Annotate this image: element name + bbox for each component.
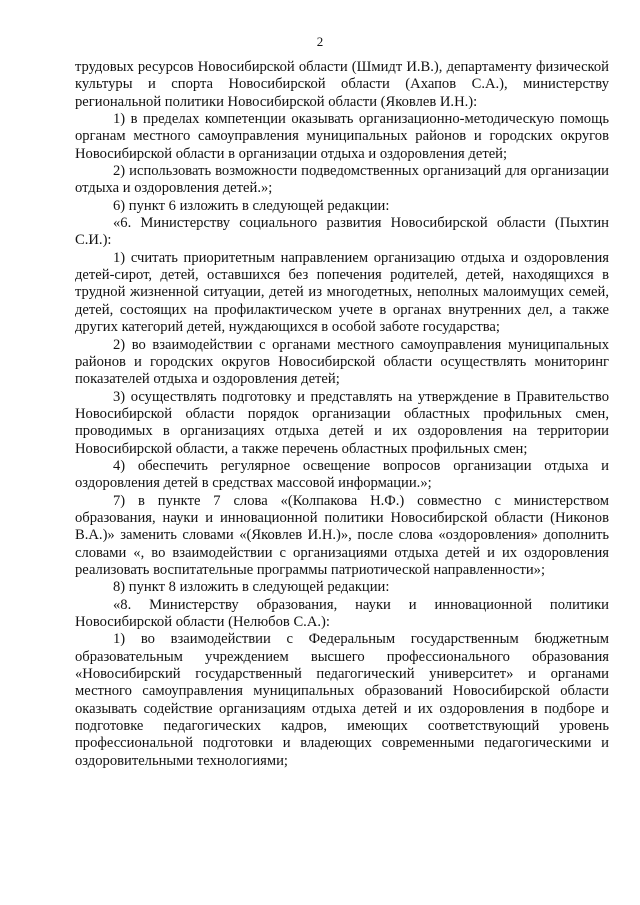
paragraph: трудовых ресурсов Новосибирской области (Шмидт И.В.), департаменту физической культуры и спорта Новосибирской области (Ахапов С.А.), министерству региональной политики Новосибирской области (Яковлев И.Н.):: [75, 59, 609, 110]
paragraph: 8) пункт 8 изложить в следующей редакции:: [113, 579, 390, 596]
document-body: [75, 59, 609, 770]
paragraph: 7) в пункте 7 слова «(Колпакова Н.Ф.) совместно с министерством образования, науки и инновационной политики Новосибирской области (Никонов В.А.)» заменить словами «(Яковлев И.Н.)», после слова «оздоровления» дополнить словами «, во взаимодействии с организациями отдыха детей и их оздоровления реализовать воспитательные программы патриотической направленности»;: [75, 492, 609, 578]
paragraph: 1) считать приоритетным направлением организацию отдыха и оздоровления детей-сирот, детей, оставшихся без попечения родителей, детей, находящихся в трудной жизненной ситуации, детей из многодетных, неполных малоимущих семей, детей, состоящих на профилактическом учете в органах внутренних дел, а также других категорий детей, нуждающихся в особой заботе государства;: [75, 249, 609, 336]
paragraph: 3) осуществлять подготовку и представлять на утверждение в Правительство Новосибирской области порядок организации областных профильных смен, проводимых в организациях отдыха детей и их оздоровления на территории Новосибирской области, а также перечень областных профильных смен;: [75, 388, 609, 457]
paragraph: 6) пункт 6 изложить в следующей редакции:: [113, 197, 390, 214]
page-number: 2: [316, 34, 324, 49]
paragraph: 2) использовать возможности подведомственных организаций для организации отдыха и оздоровления детей.»;: [75, 163, 609, 197]
paragraph: «6. Министерству социального развития Новосибирской области (Пыхтин С.И.):: [75, 215, 609, 249]
paragraph: «8. Министерству образования, науки и инновационной политики Новосибирской области (Нелюбов С.А.):: [75, 596, 609, 630]
paragraph: 2) во взаимодействии с органами местного самоуправления муниципальных районов и городских округов Новосибирской области осуществлять мониторинг показателей отдыха и оздоровления детей;: [75, 336, 609, 388]
paragraph: 1) в пределах компетенции оказывать организационно-методическую помощь органам местного самоуправления муниципальных районов и городских округов Новосибирской области в организации отдыха и оздоровления детей;: [75, 111, 609, 162]
paragraph: 4) обеспечить регулярное освещение вопросов организации отдыха и оздоровления детей в средствах массовой информации.»;: [75, 457, 609, 492]
paragraph: 1) во взаимодействии с Федеральным государственным бюджетным образовательным учреждением высшего профессионального образования «Новосибирский государственный педагогический университет» и органами местного самоуправления муниципальных образований Новосибирской области оказывать содействие организациям отдыха детей и их оздоровления в подборе и подготовке педагогических кадров, имеющих соответствующий уровень профессиональной подготовки и владеющих современными педагогическими и оздоровительными технологиями;: [75, 631, 609, 769]
